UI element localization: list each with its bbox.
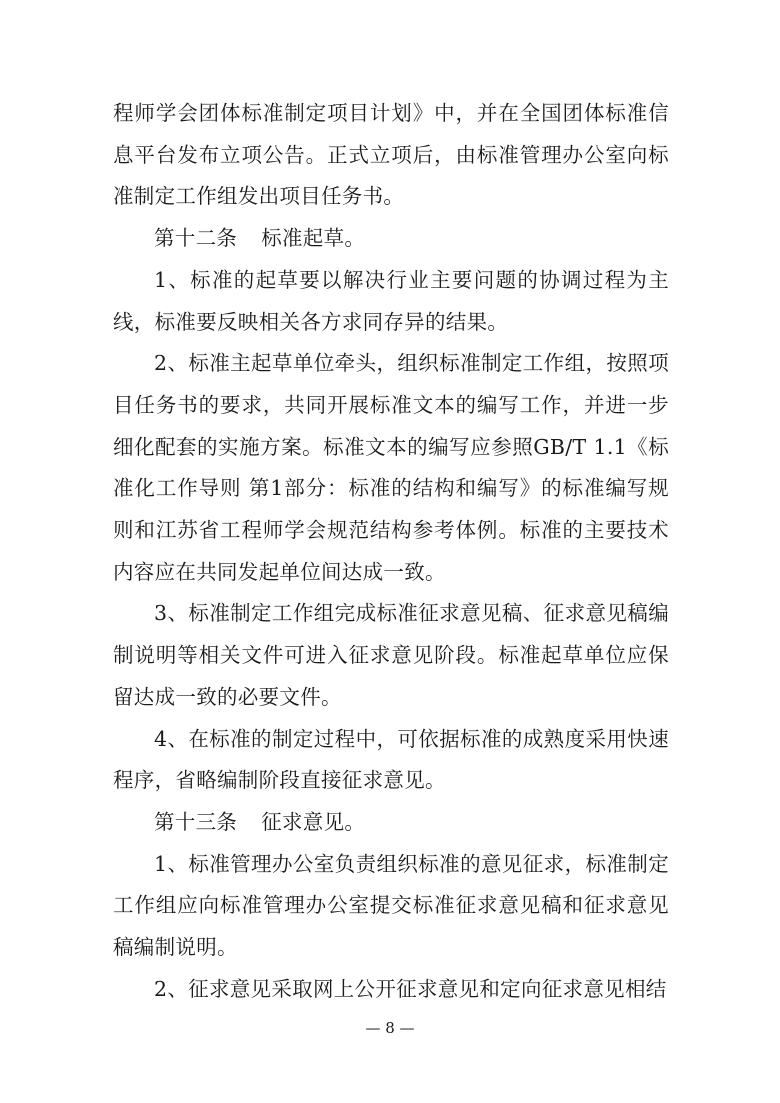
article-number: 第十三条 (154, 809, 238, 834)
paragraph-item-6: 2、征求意见采取网上公开征求意见和定向征求意见相结 (154, 976, 667, 1001)
article-number: 第十二条 (154, 226, 238, 251)
paragraph-item-2: 2、标准主起草单位牵头，组织标准制定工作组，按照项目任务书的要求，共同开展标准文本的编写工作，并进一步细化配套的实施方案。标准文本的编写应参照GB/T 1.1《标准化工作导则 第1部分：标准的结构和编写》的标准编写规则和江苏省工程师学会规范结构参考体例。标准的主要技术内容应在共同发起单位间达成一致。 (113, 351, 669, 584)
document-body (113, 93, 669, 1010)
article-heading-13 (113, 802, 669, 844)
article-title: 征求意见。 (261, 809, 366, 834)
paragraph-continuation: 程师学会团体标准制定项目计划》中，并在全国团体标准信息平台发布立项公告。正式立项后，由标准管理办公室向标准制定工作组发出项目任务书。 (113, 101, 669, 209)
page-number: — 8 — (365, 1019, 415, 1037)
paragraph-item-5: 1、标准管理办公室负责组织标准的意见征求，标准制定工作组应向标准管理办公室提交标准征求意见稿和征求意见稿编制说明。 (113, 851, 669, 960)
paragraph-item-4: 4、在标准的制定过程中，可依据标准的成熟度采用快速程序，省略编制阶段直接征求意见。 (113, 726, 669, 793)
article-title: 标准起草。 (261, 226, 366, 251)
paragraph-item-3: 3、标准制定工作组完成标准征求意见稿、征求意见稿编制说明等相关文件可进入征求意见阶段。标准起草单位应保留达成一致的必要文件。 (113, 601, 669, 709)
paragraph-item-1: 1、标准的起草要以解决行业主要问题的协调过程为主线，标准要反映相关各方求同存异的结果。 (113, 267, 669, 334)
article-heading-12 (113, 218, 669, 260)
